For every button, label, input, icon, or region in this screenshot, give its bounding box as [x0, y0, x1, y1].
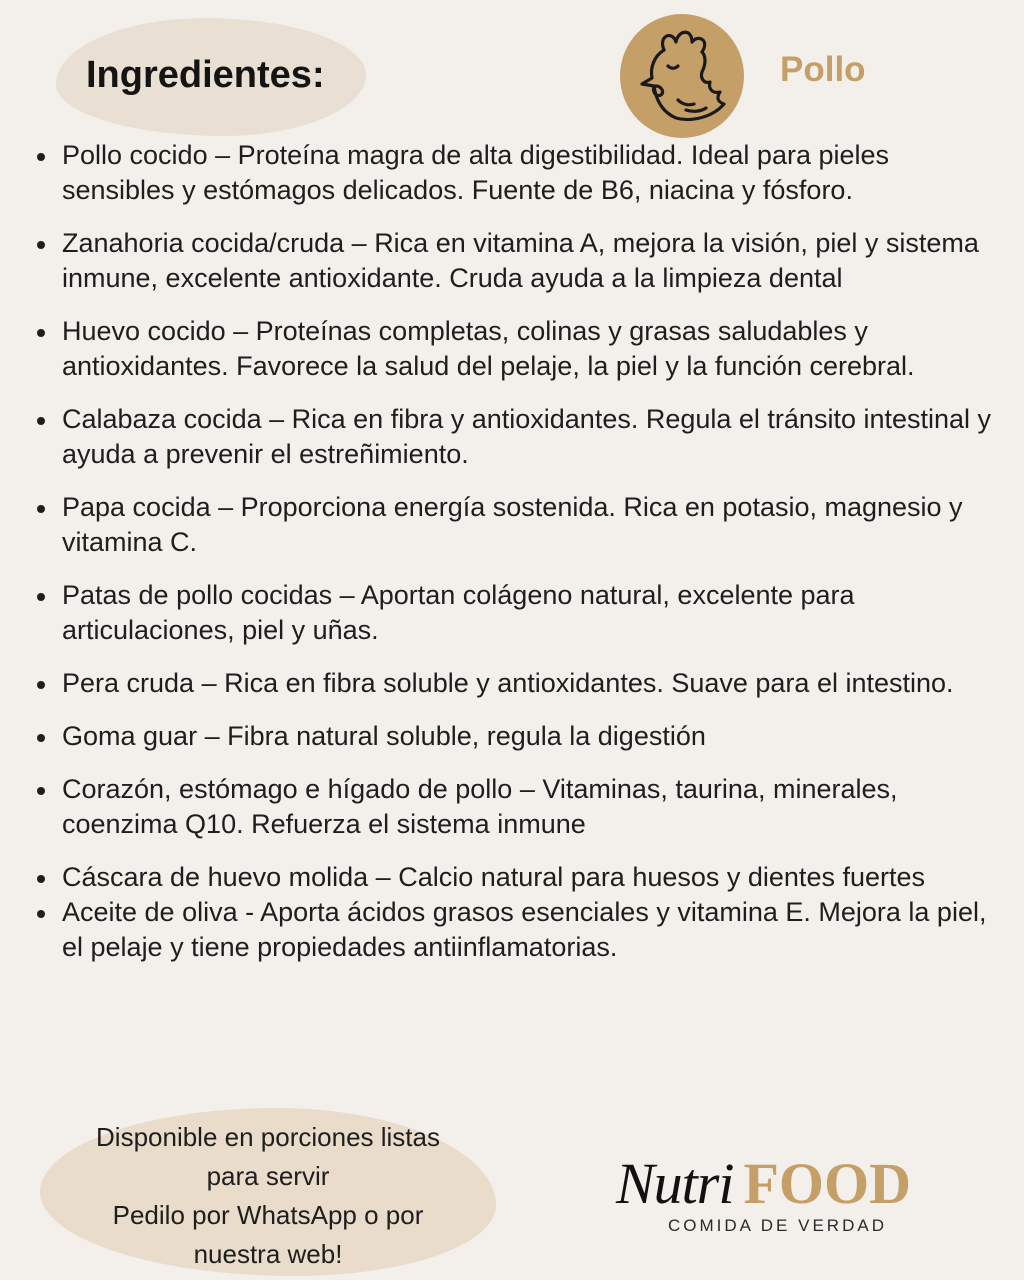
availability-line: Disponible en porciones listas: [96, 1122, 440, 1152]
brand-tagline: COMIDA DE VERDAD: [668, 1216, 887, 1235]
list-item: Huevo cocido – Proteínas completas, colinas y grasas saludables y antioxidantes. Favorece la salud del pelaje, la piel y la función cerebral.: [28, 314, 1004, 384]
list-item: Pollo cocido – Proteína magra de alta digestibilidad. Ideal para pieles sensibles y estómagos delicados. Fuente de B6, niacina y fósforo.: [28, 138, 1004, 208]
brand-name-food: FOOD: [743, 1151, 912, 1216]
list-item: Zanahoria cocida/cruda – Rica en vitamina A, mejora la visión, piel y sistema inmune, excelente antioxidante. Cruda ayuda a la limpieza dental: [28, 226, 1004, 296]
list-item: Aceite de oliva - Aporta ácidos grasos esenciales y vitamina E. Mejora la piel, el pelaje y tiene propiedades antiinflamatorias.: [28, 895, 1004, 965]
brand-name-nutri: Nutri: [616, 1151, 734, 1216]
brand-logo: [616, 1150, 946, 1217]
chicken-badge: [620, 14, 744, 138]
list-item: Calabaza cocida – Rica en fibra y antioxidantes. Regula el tránsito intestinal y ayuda a prevenir el estreñimiento.: [28, 402, 1004, 472]
list-item: Goma guar – Fibra natural soluble, regula la digestión: [28, 719, 1004, 754]
list-item: Pera cruda – Rica en fibra soluble y antioxidantes. Suave para el intestino.: [28, 666, 1004, 701]
list-item: Corazón, estómago e hígado de pollo – Vitaminas, taurina, minerales, coenzima Q10. Refuerza el sistema inmune: [28, 772, 1004, 842]
list-item: Papa cocida – Proporciona energía sostenida. Rica en potasio, magnesio y vitamina C.: [28, 490, 1004, 560]
page-title: Ingredientes:: [86, 54, 325, 96]
list-item: Patas de pollo cocidas – Aportan colágeno natural, excelente para articulaciones, piel y uñas.: [28, 578, 1004, 648]
order-line: nuestra web!: [193, 1239, 343, 1269]
order-line: Pedilo por WhatsApp o por: [112, 1200, 424, 1230]
list-item: Cáscara de huevo molida – Calcio natural para huesos y dientes fuertes: [28, 860, 1004, 895]
availability-note: [60, 1118, 476, 1274]
protein-label: Pollo: [780, 50, 866, 89]
availability-line: para servir: [206, 1161, 330, 1191]
ingredient-list: [28, 138, 1004, 983]
chicken-icon: [620, 14, 744, 138]
